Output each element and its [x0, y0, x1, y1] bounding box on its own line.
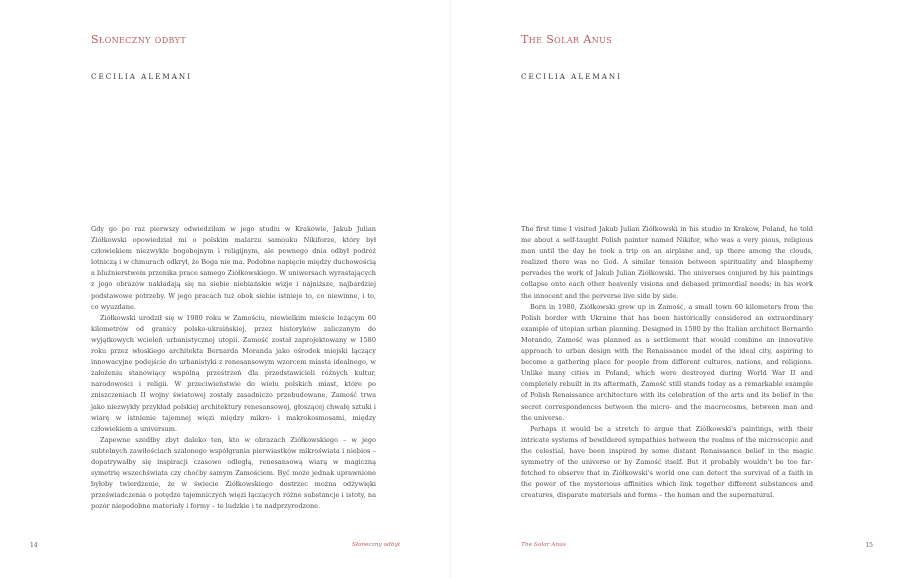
paragraph: Gdy go po raz pierwszy odwiedziłam w jego studiu w Krakowie, Jakub Julian Ziółkowski opowiedział mi o polskim malarzu samouku Nikiforze, który był człowiekiem niezwykle bogobojnym i religijnym, ale pewnego dnia odbył podróż lotniczą i w chmurach odkrył, że Boga nie ma. Podobne napięcie między duchowością a bluźnierstwem przenika prace samego Ziółkowskiego. W uniwersach wyrastających z jego obrazów nakładają się na siebie niebiańskie wizje i najniższe, najbardziej podstawowe potrzeby. W jego pracach tuż obok siebie istnieje to, co niewinne, i to, co wyuzdane. — [91, 225, 376, 311]
page-number: 15 — [865, 542, 873, 549]
author-name: CECILIA ALEMANI — [521, 72, 623, 81]
left-page — [0, 0, 450, 578]
body-text — [91, 224, 376, 512]
paragraph: Zapewne szedłby zbyt daleko ten, kto w obrazach Ziółkowskiego – w jego subtelnych zawiłościach szalonego współgrania pierwiastków mikroświata i niebios – dopatrywałby się inspiracji czasowo odległą, renesansową wiarą w magiczną symetrię wszechświata czy choćby samym Zamościem. Być może jednak uprawnione byłoby twierdzenie, że w świecie Ziółkowskiego dostrzec można odżywięki przeświadczenia o potędze tajemniczych więzi łączących różne substancje i istoty, na pozór niepodobne materiały i formy – te ludzkie i te nadprzyrodzone. — [91, 435, 376, 511]
page-title: Słoneczny odbyt — [91, 33, 187, 46]
author-name: CECILIA ALEMANI — [91, 72, 193, 81]
body-text — [521, 224, 813, 501]
running-footer-title: Słoneczny odbyt — [352, 542, 401, 548]
page-number: 14 — [30, 542, 38, 549]
paragraph: Ziółkowski urodził się w 1980 roku w Zamościu, niewielkim mieście leżącym 60 kilometrów od granicy polsko-ukraińskiej, przez historyków zaliczanym do wyjątkowych wcieleń urbanistycznej utopii. Zamość został zaprojektowany w 1580 roku przez włoskiego architekta Bernarda Moranda jako ośrodek miejski łączący innowacyjne podejście do urbanistyki z renesansowym wzorcem miasta idealnego, w założeniu stanowiący wspólną przestrzeń dla przedstawicieli różnych kultur, narodowości i religii. W przeciwieństwie do wielu polskich miast, które po zniszczeniach II wojny światowej zostały zasadniczo przebudowane, Zamość trwa jako niezwykły przykład polskiej architektury renesansowej, głoszącej chwałę sztuki i wiarę w istnienie tajemnej więzi między mikro- i makrokosmosami, między człowiekiem a universum. — [91, 313, 376, 433]
paragraph: Born in 1980, Ziółkowski grew up in Zamość, a small town 60 kilometers from the Polish border with Ukraine that has been historically considered an extraordinary example of utopian urban planning. Designed in 1580 by the Italian architect Bernardo Morando, Zamość was planned as a settlement that would combine an innovative approach to urban design with the Renaissance model of the ideal city, aspiring to become a gathering place for people from different cultures, nations, and religions. Unlike many cities in Poland, which were destroyed during World War II and completely rebuilt in its aftermath, Zamość still stands today as a remarkable example of Polish Renaissance architecture with its celebration of the arts and its belief in the secret correspondences between the micro- and the macrocosms, between man and the universe. — [521, 302, 813, 422]
running-footer-title: The Solar Anus — [521, 542, 566, 548]
page-title: The Solar Anus — [521, 33, 613, 46]
paragraph: The first time I visited Jakub Julian Ziółkowski in his studio in Krakow, Poland, he told me about a self-taught Polish painter named Nikifor, who was a very pious, religious man until the day he took a trip on an airplane and, up there among the clouds, realized there was no God. A similar tension between spirituality and blasphemy pervades the work of Jakub Julian Ziółkowski. The universes conjured by his paintings collapse onto each other heavenly visions and debased primordial needs; in his work the innocent and the perverse live side by side. — [521, 225, 813, 300]
right-page — [451, 0, 901, 578]
paragraph: Perhaps it would be a stretch to argue that Ziółkowski's paintings, with their intricate systems of bewildered sympathies between the realms of the microscopic and the celestial, have been inspired by some distant Renaissance belief in the magic symmetry of the universe or by Zamość itself. But it probably wouldn't be too far-fetched to observe that in Ziółkowski's world one can detect the survival of a faith in the power of the mysterious affinities which link together different substances and creatures, disparate materials and forms – the human and the supernatural. — [521, 424, 813, 500]
